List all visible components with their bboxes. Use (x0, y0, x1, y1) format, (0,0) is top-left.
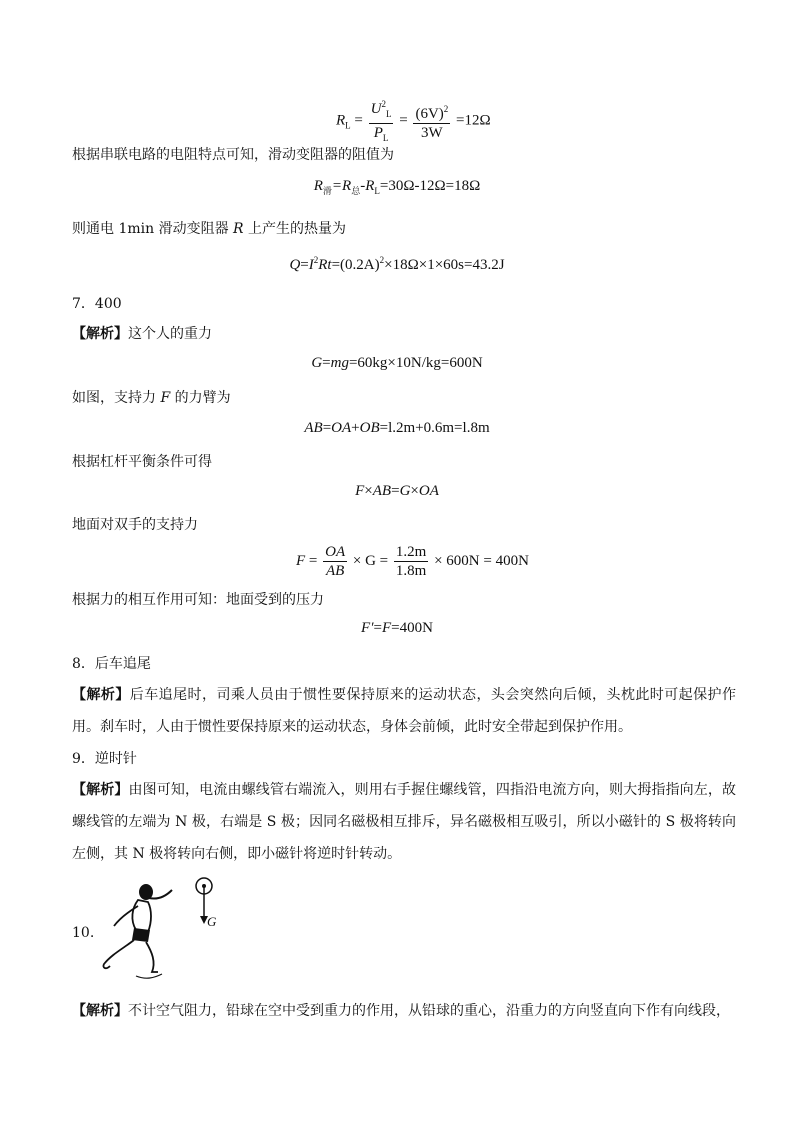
formula-ab: AB=OA+OB=l.2m+0.6m=l.8m (304, 420, 490, 436)
athlete-front-leg (146, 942, 158, 972)
question-10-number: 10. (72, 925, 95, 941)
gravity-label: G (207, 914, 217, 929)
formula-resistance-lamp: $R_L$ = $\frac{U^2_L}{P_L}$ = $\frac{(6V)^2}{3W}$ =12Ω (336, 95, 491, 147)
question-10-analysis: 【解析】不计空气阻力，铅球在空中受到重力的作用，从铅球的重心，沿重力的方向竖直向下作有向线段， (72, 1003, 730, 1019)
fraction-u-over-p: $\frac{U^2_L}{P_L}$ (369, 95, 394, 147)
question-9-answer: 9．逆时针 (72, 751, 137, 767)
text-support-force: 地面对双手的支持力 (72, 517, 198, 533)
text-series-resistance: 根据串联电路的电阻特点可知，滑动变阻器的阻值为 (72, 147, 394, 163)
fraction-oa-ab: $\frac{OA}{AB}$ (325, 544, 346, 579)
formula-heat: $Q=I^2Rt=(0.2A)^2\times 18\Omega\times 1\times 60s=43.2J$ (289, 255, 505, 273)
athlete-back-leg (103, 940, 134, 968)
question-8-answer: 8．后车追尾 (72, 656, 151, 672)
fraction-lengths: $\frac{1.2m}{1.8m}$ (395, 544, 427, 579)
fraction-values: $\frac{(6V)^2}{3W}$ (413, 100, 450, 142)
formula-pressure-force: F′=F=400N (361, 620, 433, 636)
text-reaction-force: 根据力的相互作用可知：地面受到的压力 (72, 592, 324, 608)
athlete-shorts (132, 928, 150, 942)
athlete-torso (132, 900, 151, 932)
formula-support-force: F = $\frac{OA}{AB}$ × G = $\frac{1.2m}{1.8m}$ × 600N = 400N (296, 544, 529, 579)
question-7-answer: 7．400 (72, 296, 122, 312)
text-lever-arm: 如图，支持力 F 的力臂为 (72, 390, 231, 406)
formula-slide-resistance: $R_滑=R_总-R_L=30\Omega-12\Omega=18\Omega$ (313, 178, 481, 196)
question-7-analysis: 【解析】这个人的重力 (72, 326, 212, 342)
analysis-tag: 【解析】 (72, 326, 128, 342)
formula-balance: F×AB=G×OA (355, 483, 439, 499)
text-heat-intro: 则通电 1min 滑动变阻器 R 上产生的热量为 (72, 221, 347, 237)
question-9-analysis: 【解析】由图可知，电流由螺线管右端流入，则用右手握住螺线管，四指沿电流方向，则大拇指指向左，故螺线管的左端为 N 极，右端是 S 极；因同名磁极相互排斥，异名磁极相互吸引，所以小磁针的 S 极将转向左侧，其 N 极将转向右侧，即小磁针将逆时针转动。 (72, 782, 737, 862)
formula-gravity: G=mg=60kg×10N/kg=600N (311, 355, 483, 371)
text-lever-condition: 根据杠杆平衡条件可得 (72, 454, 212, 470)
analysis-tag: 【解析】 (72, 1003, 128, 1019)
analysis-tag: 【解析】 (72, 687, 130, 703)
analysis-tag: 【解析】 (72, 782, 129, 798)
ground-line (136, 974, 162, 978)
shot-put-figure (96, 868, 246, 988)
question-8-analysis: 【解析】后车追尾时，司乘人员由于惯性要保持原来的运动状态，头会突然向后倾，头枕此时可起保护作用。刹车时，人由于惯性要保持原来的运动状态，身体会前倾，此时安全带起到保护作用。 (72, 687, 737, 735)
